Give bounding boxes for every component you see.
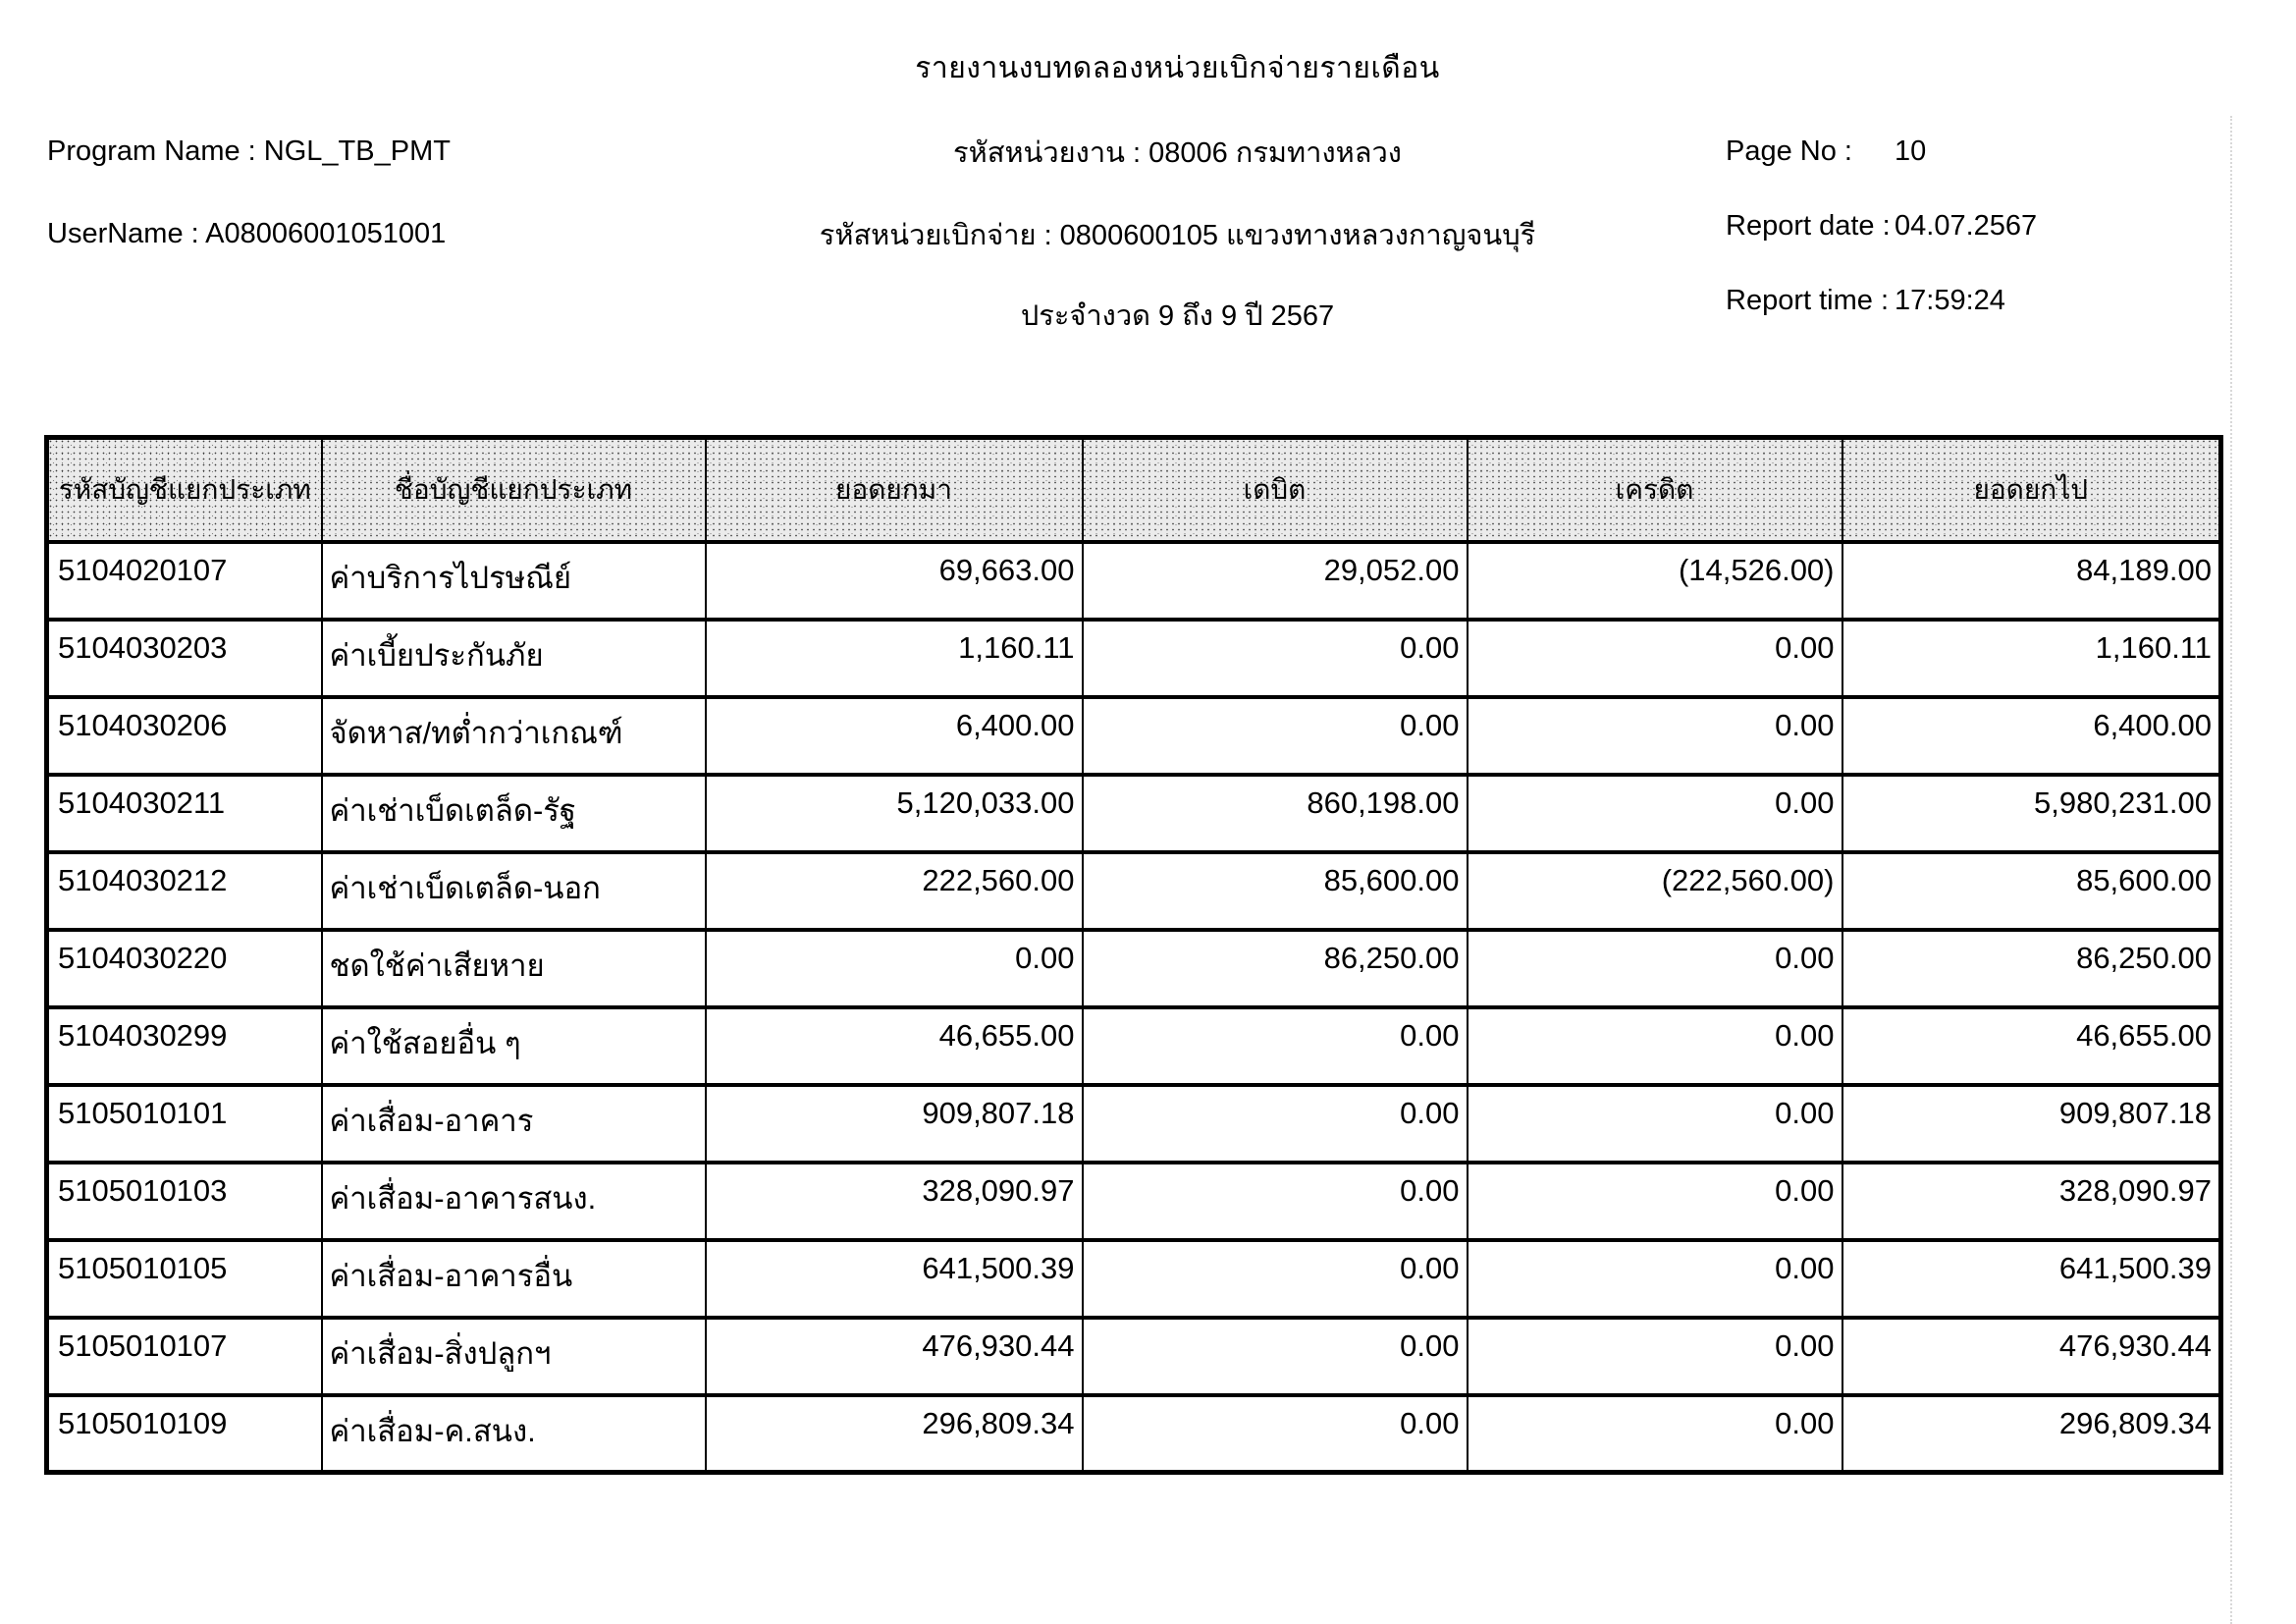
cell-account-code: 5104030299 xyxy=(47,1007,322,1085)
cell-account-name: จัดหาส/ทต่ำกว่าเกณฑ์ xyxy=(322,697,706,775)
cell-account-code: 5104020107 xyxy=(47,542,322,620)
cell-balance-carried-forward: 296,809.34 xyxy=(1842,1395,2221,1473)
cell-account-name: ค่าเช่าเบ็ดเตล็ด-นอก xyxy=(322,852,706,930)
cell-balance-carried-forward: 328,090.97 xyxy=(1842,1163,2221,1240)
cell-balance-carried-forward: 85,600.00 xyxy=(1842,852,2221,930)
cell-credit: (14,526.00) xyxy=(1468,542,1842,620)
report-date-value: 04.07.2567 xyxy=(1895,210,2038,242)
report-time-label: Report time : xyxy=(1726,285,1889,316)
cell-account-code: 5104030206 xyxy=(47,697,322,775)
cell-debit: 0.00 xyxy=(1083,1007,1468,1085)
cell-account-name: ค่าใช้สอยอื่น ๆ xyxy=(322,1007,706,1085)
cell-balance-carried-forward: 46,655.00 xyxy=(1842,1007,2221,1085)
cell-debit: 0.00 xyxy=(1083,1085,1468,1163)
cell-account-code: 5105010107 xyxy=(47,1318,322,1395)
cell-credit: 0.00 xyxy=(1468,1163,1842,1240)
cell-debit: 0.00 xyxy=(1083,1240,1468,1318)
cell-account-name: ค่าบริการไปรษณีย์ xyxy=(322,542,706,620)
cell-debit: 86,250.00 xyxy=(1083,930,1468,1007)
cell-debit: 0.00 xyxy=(1083,1163,1468,1240)
cell-account-code: 5104030220 xyxy=(47,930,322,1007)
page-no-value: 10 xyxy=(1895,135,1927,167)
header-balance-carried-forward: ยอดยกไป xyxy=(1842,438,2221,542)
cell-balance-carried-forward: 86,250.00 xyxy=(1842,930,2221,1007)
cell-debit: 0.00 xyxy=(1083,697,1468,775)
table-row xyxy=(47,852,2221,930)
table-row xyxy=(47,1318,2221,1395)
cell-balance-carried-forward: 6,400.00 xyxy=(1842,697,2221,775)
cell-credit: 0.00 xyxy=(1468,697,1842,775)
cell-credit: 0.00 xyxy=(1468,620,1842,697)
page-meta-block xyxy=(1726,135,2037,317)
cell-balance-brought-forward: 222,560.00 xyxy=(706,852,1083,930)
program-name-value: NGL_TB_PMT xyxy=(263,135,451,167)
agency-code-line: รหัสหน่วยงาน : 08006 กรมทางหลวง xyxy=(953,137,1402,169)
cell-balance-carried-forward: 5,980,231.00 xyxy=(1842,775,2221,852)
header-credit: เครดิต xyxy=(1468,438,1842,542)
cell-account-name: ค่าเสื่อม-ค.สนง. xyxy=(322,1395,706,1473)
username-value: A08006001051001 xyxy=(205,218,447,249)
cell-balance-brought-forward: 641,500.39 xyxy=(706,1240,1083,1318)
table-row xyxy=(47,1085,2221,1163)
scan-edge-artifact xyxy=(2230,116,2232,1624)
cell-balance-brought-forward: 46,655.00 xyxy=(706,1007,1083,1085)
page-no-label: Page No : xyxy=(1726,135,1852,167)
program-name-label: Program Name : xyxy=(47,135,256,167)
cell-debit: 29,052.00 xyxy=(1083,542,1468,620)
cell-credit: 0.00 xyxy=(1468,1240,1842,1318)
table-row xyxy=(47,1395,2221,1473)
cell-debit: 0.00 xyxy=(1083,1318,1468,1395)
cell-account-name: ค่าเสื่อม-อาคารสนง. xyxy=(322,1163,706,1240)
cell-balance-brought-forward: 296,809.34 xyxy=(706,1395,1083,1473)
table-row xyxy=(47,620,2221,697)
report-date-label: Report date : xyxy=(1726,210,1891,242)
cell-credit: 0.00 xyxy=(1468,1085,1842,1163)
cell-balance-carried-forward: 909,807.18 xyxy=(1842,1085,2221,1163)
cell-balance-carried-forward: 476,930.44 xyxy=(1842,1318,2221,1395)
cell-balance-brought-forward: 328,090.97 xyxy=(706,1163,1083,1240)
table-body xyxy=(47,542,2221,1473)
table-row xyxy=(47,1240,2221,1318)
report-title: รายงานงบทดลองหน่วยเบิกจ่ายรายเดือน xyxy=(915,52,1440,84)
cell-account-name: ค่าเบี้ยประกันภัย xyxy=(322,620,706,697)
cell-account-code: 5105010109 xyxy=(47,1395,322,1473)
trial-balance-table xyxy=(44,435,2223,1475)
cell-credit: 0.00 xyxy=(1468,1395,1842,1473)
cell-account-name: ชดใช้ค่าเสียหาย xyxy=(322,930,706,1007)
cell-account-name: ค่าเสื่อม-อาคารอื่น xyxy=(322,1240,706,1318)
cell-account-code: 5105010105 xyxy=(47,1240,322,1318)
cell-account-name: ค่าเสื่อม-อาคาร xyxy=(322,1085,706,1163)
header-account-code: รหัสบัญชีแยกประเภท xyxy=(47,438,322,542)
cell-debit: 0.00 xyxy=(1083,620,1468,697)
cell-credit: (222,560.00) xyxy=(1468,852,1842,930)
table-row xyxy=(47,930,2221,1007)
cell-balance-carried-forward: 641,500.39 xyxy=(1842,1240,2221,1318)
header-account-name: ชื่อบัญชีแยกประเภท xyxy=(322,438,706,542)
table-row xyxy=(47,697,2221,775)
cell-credit: 0.00 xyxy=(1468,1007,1842,1085)
cell-account-name: ค่าเสื่อม-สิ่งปลูกฯ xyxy=(322,1318,706,1395)
cell-credit: 0.00 xyxy=(1468,775,1842,852)
table-row xyxy=(47,1007,2221,1085)
cell-debit: 860,198.00 xyxy=(1083,775,1468,852)
report-time-value: 17:59:24 xyxy=(1895,285,2005,316)
table-row xyxy=(47,1163,2221,1240)
cell-balance-brought-forward: 69,663.00 xyxy=(706,542,1083,620)
disbursement-code-line: รหัสหน่วยเบิกจ่าย : 0800600105 แขวงทางหลวงกาญจนบุรี xyxy=(819,220,1536,251)
cell-account-code: 5105010103 xyxy=(47,1163,322,1240)
table-header-row xyxy=(47,438,2221,542)
cell-credit: 0.00 xyxy=(1468,1318,1842,1395)
cell-account-code: 5104030203 xyxy=(47,620,322,697)
username-label: UserName : xyxy=(47,218,199,249)
cell-credit: 0.00 xyxy=(1468,930,1842,1007)
header-debit: เดบิต xyxy=(1083,438,1468,542)
cell-balance-brought-forward: 6,400.00 xyxy=(706,697,1083,775)
cell-account-code: 5104030211 xyxy=(47,775,322,852)
cell-balance-brought-forward: 1,160.11 xyxy=(706,620,1083,697)
cell-balance-carried-forward: 1,160.11 xyxy=(1842,620,2221,697)
cell-balance-brought-forward: 476,930.44 xyxy=(706,1318,1083,1395)
cell-debit: 0.00 xyxy=(1083,1395,1468,1473)
cell-balance-brought-forward: 0.00 xyxy=(706,930,1083,1007)
cell-debit: 85,600.00 xyxy=(1083,852,1468,930)
cell-account-code: 5104030212 xyxy=(47,852,322,930)
table-row xyxy=(47,542,2221,620)
table-row xyxy=(47,775,2221,852)
header-balance-brought-forward: ยอดยกมา xyxy=(706,438,1083,542)
period-line: ประจำงวด 9 ถึง 9 ปี 2567 xyxy=(1020,300,1335,332)
cell-account-name: ค่าเช่าเบ็ดเตล็ด-รัฐ xyxy=(322,775,706,852)
cell-balance-brought-forward: 5,120,033.00 xyxy=(706,775,1083,852)
cell-balance-brought-forward: 909,807.18 xyxy=(706,1085,1083,1163)
cell-balance-carried-forward: 84,189.00 xyxy=(1842,542,2221,620)
cell-account-code: 5105010101 xyxy=(47,1085,322,1163)
